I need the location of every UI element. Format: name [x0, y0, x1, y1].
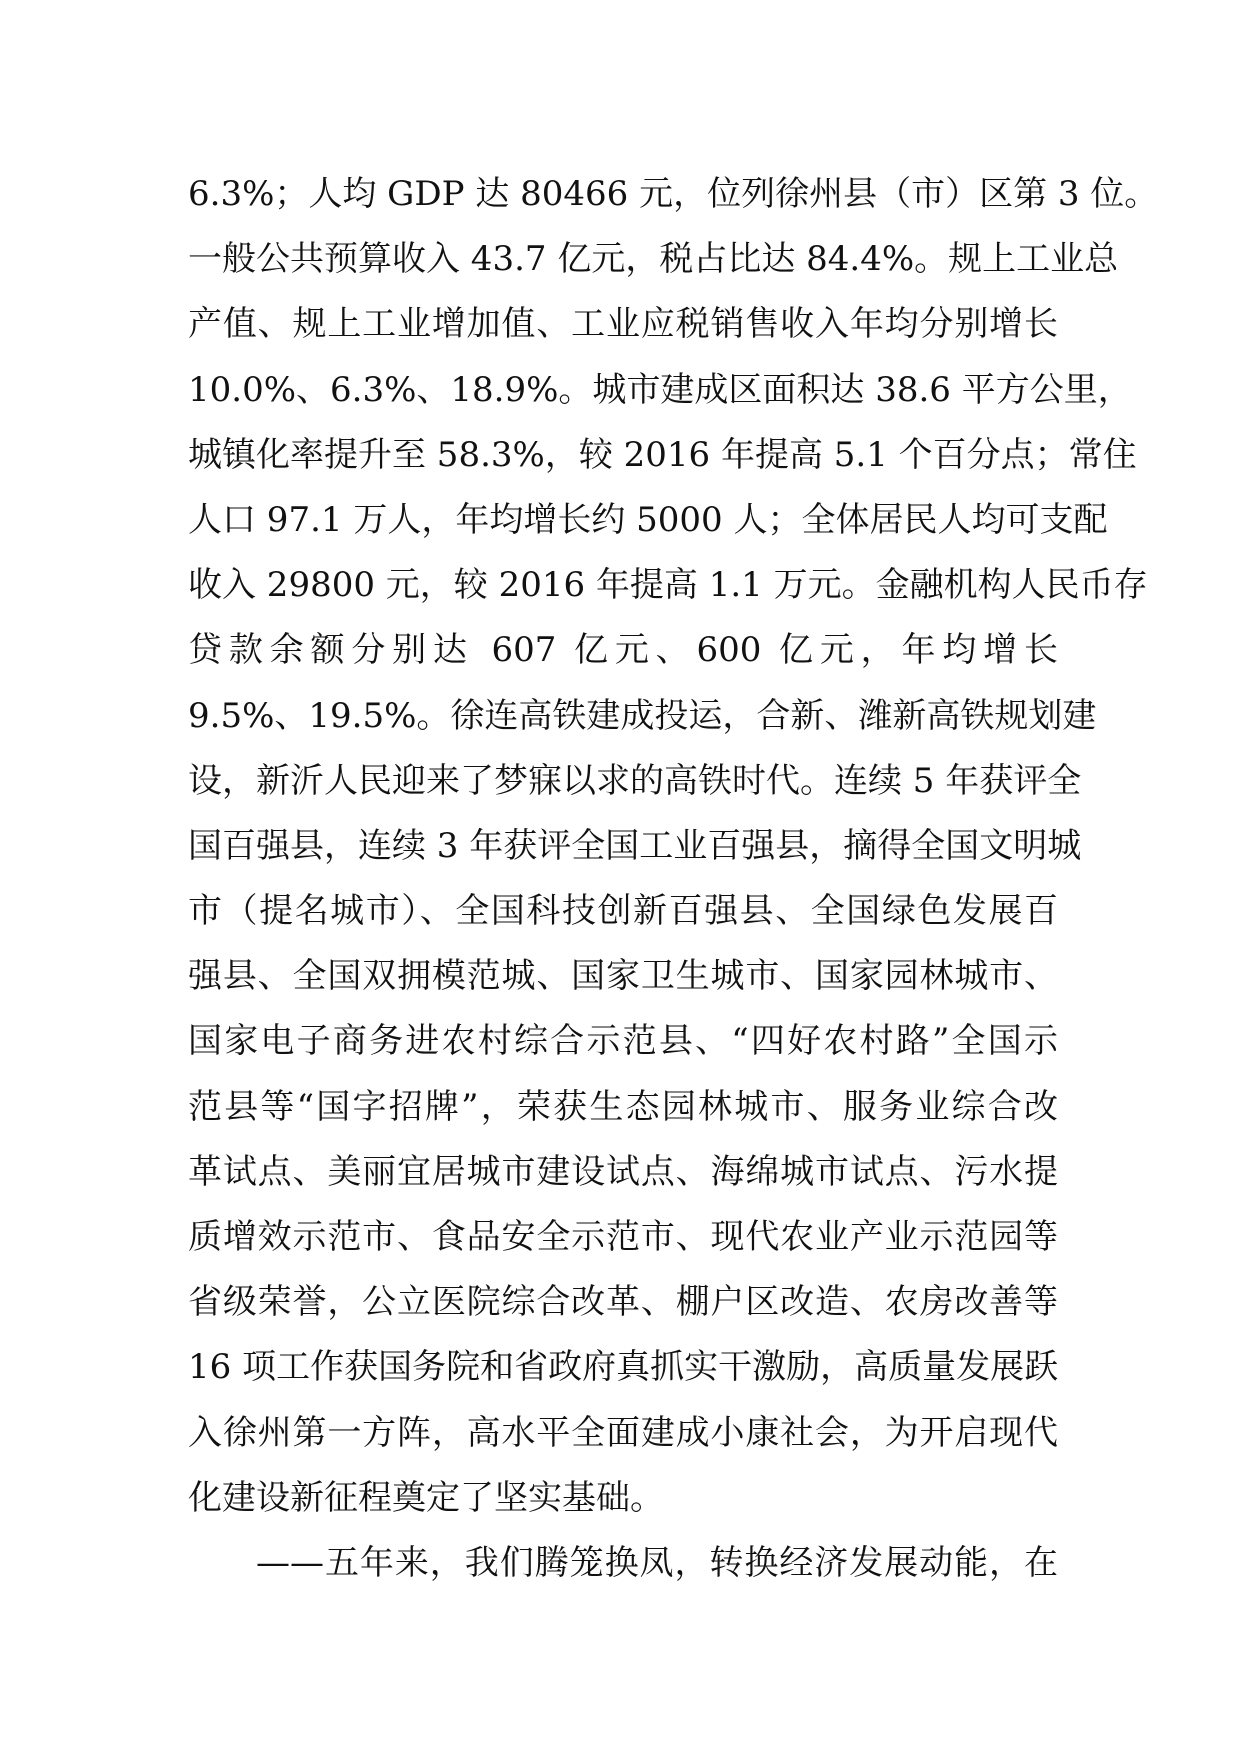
- text-line: 国家电子商务进农村综合示范县、“四好农村路”全国示: [188, 1021, 1058, 1062]
- body-text: [188, 162, 1159, 1596]
- text-line: 质增效示范市、食品安全示范市、现代农业产业示范园等: [188, 1217, 1058, 1257]
- text-line: 强县、全国双拥模范城、国家卫生城市、国家园林城市、: [188, 956, 1058, 997]
- text-line: 范县等“国字招牌”，荣获生态园林城市、服务业综合改: [188, 1086, 1058, 1127]
- text-line: 9.5%、19.5%。徐连高铁建成投运，合新、潍新高铁规划建: [188, 695, 1097, 736]
- text-line: 贷款余额分别达 607 亿元、600 亿元，年均增长: [188, 630, 1058, 671]
- text-line: 收入 29800 元，较 2016 年提高 1.1 万元。金融机构人民币存: [188, 565, 1148, 606]
- text-line: 一般公共预算收入 43.7 亿元，税占比达 84.4%。规上工业总: [188, 239, 1119, 280]
- text-line: 城镇化率提升至 58.3%，较 2016 年提高 5.1 个百分点；常住: [188, 434, 1137, 475]
- paragraph-end-line: 化建设新征程奠定了坚实基础。: [188, 1477, 664, 1518]
- text-line: 设，新沂人民迎来了梦寐以求的高铁时代。连续 5 年获评全: [188, 760, 1082, 801]
- text-line: 入徐州第一方阵，高水平全面建成小康社会，为开启现代: [188, 1412, 1058, 1453]
- next-paragraph-line: ——五年来，我们腾笼换凤，转换经济发展动能，在: [256, 1542, 1058, 1583]
- text-line: 6.3%；人均 GDP 达 80466 元，位列徐州县（市）区第 3 位。: [188, 174, 1159, 214]
- text-line: 16 项工作获国务院和省政府真抓实干激励，高质量发展跃: [188, 1347, 1059, 1388]
- text-line: 省级荣誉，公立医院综合改革、棚户区改造、农房改善等: [188, 1282, 1058, 1323]
- text-line: 国百强县，连续 3 年获评全国工业百强县，摘得全国文明城: [188, 825, 1082, 866]
- text-line: 产值、规上工业增加值、工业应税销售收入年均分别增长: [188, 304, 1058, 345]
- text-line: 革试点、美丽宜居城市建设试点、海绵城市试点、污水提: [188, 1151, 1058, 1192]
- text-line: 人口 97.1 万人，年均增长约 5000 人；全体居民人均可支配: [188, 499, 1108, 540]
- text-line: 10.0%、6.3%、18.9%。城市建成区面积达 38.6 平方公里，: [188, 369, 1132, 410]
- text-line: 市（提名城市）、全国科技创新百强县、全国绿色发展百: [188, 891, 1058, 932]
